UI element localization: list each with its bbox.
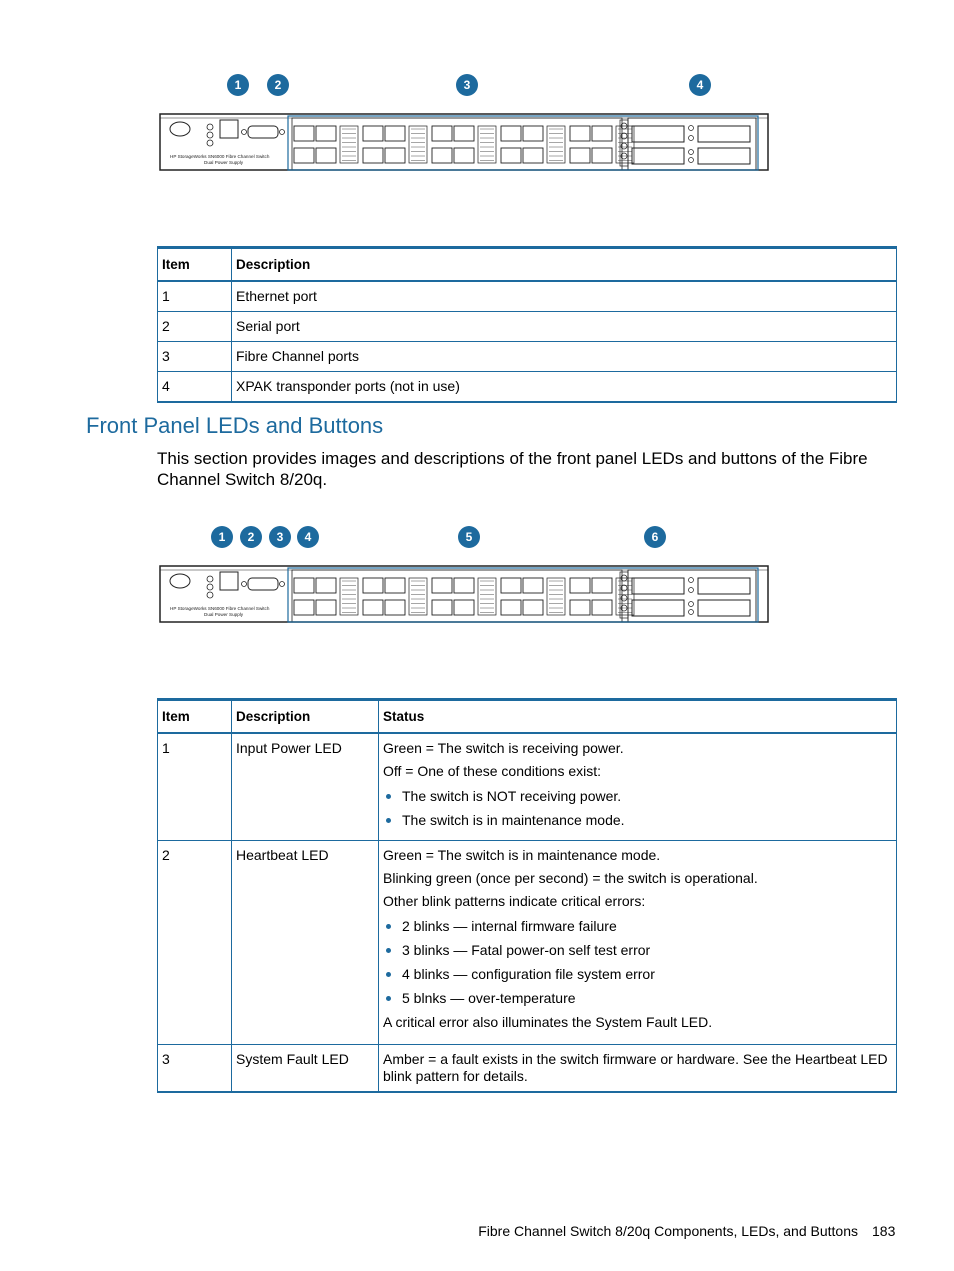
cell-description: Heartbeat LED [232, 841, 379, 1045]
device-model-label: HP StorageWorks SN6000 Fibre Channel Switch [170, 606, 270, 611]
callout-3: 3 [456, 74, 478, 96]
bullet-icon [386, 924, 391, 929]
footer-chapter-title: Fibre Channel Switch 8/20q Components, LEDs, and Buttons [478, 1223, 858, 1239]
table-row [158, 1045, 897, 1093]
header-item: Item [158, 248, 232, 282]
status-text: A critical error also illuminates the System Fault LED. [383, 1014, 713, 1030]
header-status: Status [379, 700, 897, 734]
table-row [158, 733, 897, 841]
bullet-text: 3 blinks — Fatal power-on self test error [402, 942, 651, 958]
bullet-icon [386, 948, 391, 953]
callout-3: 3 [269, 526, 291, 548]
page-number: 183 [872, 1223, 896, 1239]
bullet-item [383, 812, 892, 829]
status-text: Green = The switch is receiving power. [383, 740, 624, 756]
callout-1: 1 [227, 74, 249, 96]
callout-6: 6 [644, 526, 666, 548]
table-row [158, 312, 897, 342]
callout-1: 1 [211, 526, 233, 548]
bullet-icon [386, 794, 391, 799]
cell-item: 2 [158, 841, 232, 1045]
cell-description: Serial port [232, 312, 897, 342]
figure-front-panel-ports [0, 0, 954, 200]
bullet-item [383, 990, 892, 1007]
callout-4: 4 [689, 74, 711, 96]
table-header-row [158, 248, 897, 282]
leds-table [157, 698, 897, 1093]
bullet-text: 5 blnks — over-temperature [402, 990, 576, 1006]
device-psu-label: Dual Power Supply [204, 612, 244, 617]
section-title: Front Panel LEDs and Buttons [86, 413, 384, 438]
status-text: Blinking green (once per second) = the switch is operational. [383, 870, 758, 886]
callout-5: 5 [458, 526, 480, 548]
bullet-text: 2 blinks — internal firmware failure [402, 918, 617, 934]
table-header-row [158, 700, 897, 734]
bullet-text: The switch is NOT receiving power. [402, 788, 622, 804]
bullet-icon [386, 996, 391, 1001]
status-text: Off = One of these conditions exist: [383, 763, 602, 779]
cell-status [379, 1045, 897, 1093]
cell-status [379, 841, 897, 1045]
bullet-item [383, 942, 892, 959]
bullet-item [383, 966, 892, 983]
header-item: Item [158, 700, 232, 734]
cell-description: Ethernet port [232, 281, 897, 312]
figure-front-panel-leds [0, 520, 954, 630]
device-model-label: HP StorageWorks SN6000 Fibre Channel Switch [170, 154, 270, 159]
section-intro: This section provides images and descriptions of the front panel LEDs and buttons of the Fibre Channel Switch 8/20q. [157, 449, 868, 489]
status-text: Green = The switch is in maintenance mode. [383, 847, 661, 863]
status-text: Amber = a fault exists in the switch firmware or hardware. See the Heartbeat LED blink pattern for details. [383, 1051, 888, 1084]
bullet-item [383, 918, 892, 935]
table-row [158, 372, 897, 403]
bullet-item [383, 788, 892, 805]
bullet-icon [386, 818, 391, 823]
cell-item: 1 [158, 733, 232, 841]
header-description: Description [232, 700, 379, 734]
table-row [158, 841, 897, 1045]
bullet-icon [386, 972, 391, 977]
table-row [158, 342, 897, 372]
device-psu-label: Dual Power Supply [204, 160, 244, 165]
cell-item: 3 [158, 1045, 232, 1093]
ports-table [157, 246, 897, 403]
cell-description: XPAK transponder ports (not in use) [232, 372, 897, 403]
bullet-text: The switch is in maintenance mode. [402, 812, 625, 828]
status-text: Other blink patterns indicate critical errors: [383, 893, 646, 909]
switch-front-panel-illustration [158, 96, 770, 172]
header-description: Description [232, 248, 897, 282]
cell-description: Input Power LED [232, 733, 379, 841]
cell-item: 4 [158, 372, 232, 403]
cell-item: 2 [158, 312, 232, 342]
callout-2: 2 [240, 526, 262, 548]
callout-2: 2 [267, 74, 289, 96]
cell-description: Fibre Channel ports [232, 342, 897, 372]
table-row [158, 281, 897, 312]
switch-front-panel-illustration [158, 548, 770, 624]
cell-item: 1 [158, 281, 232, 312]
cell-item: 3 [158, 342, 232, 372]
cell-description: System Fault LED [232, 1045, 379, 1093]
bullet-text: 4 blinks — configuration file system error [402, 966, 655, 982]
cell-status [379, 733, 897, 841]
callout-4: 4 [297, 526, 319, 548]
